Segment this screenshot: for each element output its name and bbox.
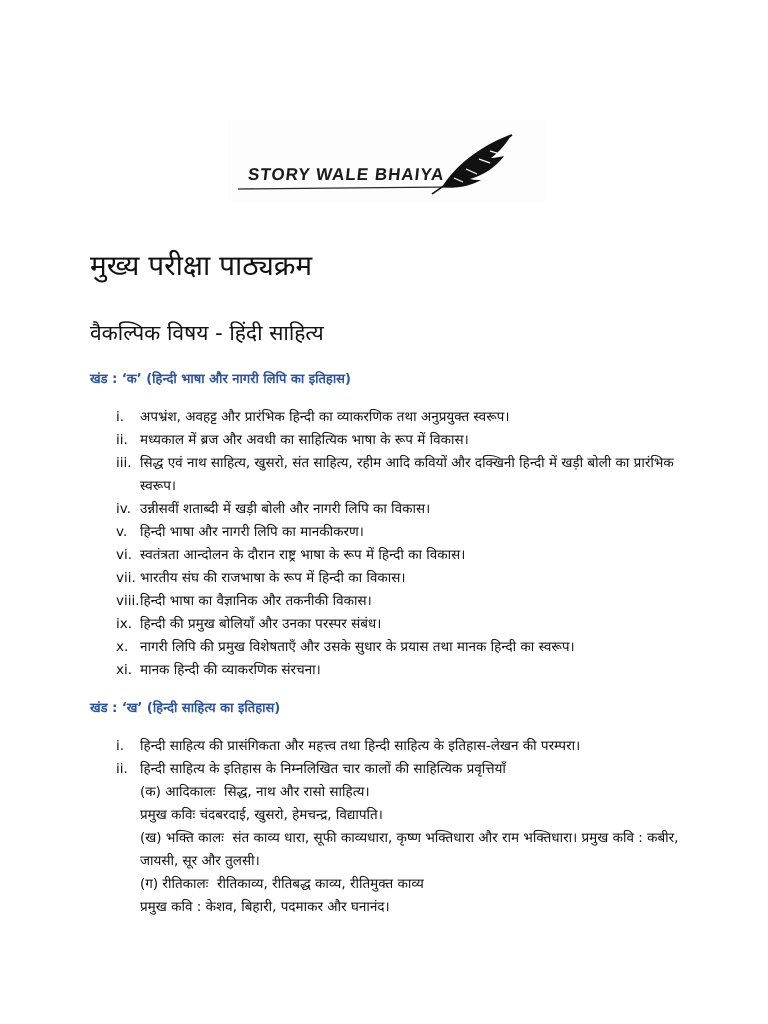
list-item: [116, 735, 682, 758]
page-subtitle: वैकल्पिक विषय - हिंदी साहित्य: [90, 321, 324, 345]
poets-ritikal: प्रमुख कवि : केशव, बिहारी, पदमाकर और घनानंद।: [140, 899, 390, 915]
list-number: v.: [116, 524, 128, 540]
list-number: viii.: [116, 593, 140, 609]
list-number: i.: [116, 738, 125, 754]
list-text: हिन्दी की प्रमुख बोलियाँ और उनका परस्पर संबंध।: [140, 616, 382, 632]
section-heading-ka: खंड : ‘क’ (हिन्दी भाषा और नागरी लिपि का इतिहास): [90, 372, 351, 387]
list-text: सिद्ध एवं नाथ साहित्य, खुसरो, संत साहित्य, रहीम आदि कवियों और दक्खिनी हिन्दी में खड़ी बोली का प्रारंभिक स्वरूप।: [140, 455, 674, 494]
list-number: i.: [116, 409, 125, 425]
period-adikal: (क) आदिकालः सिद्ध, नाथ और रासो साहित्य।: [140, 784, 370, 800]
list-number: vii.: [116, 570, 136, 586]
list-number: ii.: [116, 432, 128, 448]
list-item: [116, 567, 682, 590]
document-body: [90, 246, 690, 919]
list-number: iv.: [116, 501, 131, 517]
period-ritikal: (ग) रीतिकालः रीतिकाव्य, रीतिबद्ध काव्य, रीतिमुक्त काव्य: [140, 876, 424, 892]
list-number: iii.: [116, 455, 132, 471]
list-text: भारतीय संघ की राजभाषा के रूप में हिन्दी का विकास।: [140, 570, 406, 586]
brand-logo: [228, 120, 546, 202]
list-item: [116, 429, 682, 452]
list-text: अपभ्रंश, अवहट्ट और प्रारंभिक हिन्दी का व्याकरणिक तथा अनुप्रयुक्त स्वरूप।: [140, 409, 510, 425]
list-item: [116, 498, 682, 521]
list-item: [116, 636, 682, 659]
poets-adikal: प्रमुख कविः चंदबरदाई, खुसरो, हेमचन्द्र, विद्यापति।: [140, 807, 383, 823]
list-text: स्वतंत्रता आन्दोलन के दौरान राष्ट्र भाषा के रूप में हिन्दी का विकास।: [140, 547, 466, 563]
list-item: [116, 590, 682, 613]
brand-name: STORY WALE BHAIYA: [247, 165, 446, 184]
list-item: [116, 521, 682, 544]
list-number: vi.: [116, 547, 133, 563]
section-ka-list: [116, 406, 682, 682]
section-kha-list: [116, 735, 682, 919]
list-text: नागरी लिपि की प्रमुख विशेषताएँ और उसके सुधार के प्रयास तथा मानक हिन्दी का स्वरूप।: [140, 639, 575, 655]
page-title: मुख्य परीक्षा पाठ्यक्रम: [90, 249, 313, 282]
list-item: [116, 659, 682, 682]
list-item: [116, 613, 682, 636]
list-text: उन्नीसवीं शताब्दी में खड़ी बोली और नागरी लिपि का विकास।: [140, 501, 431, 517]
list-text: हिन्दी साहित्य के इतिहास के निम्नलिखित चार कालों की साहित्यिक प्रवृत्तियाँ: [140, 761, 506, 777]
list-item-content: [140, 758, 682, 919]
list-text: हिन्दी भाषा का वैज्ञानिक और तकनीकी विकास।: [140, 593, 372, 609]
list-item: [116, 758, 682, 919]
list-number: ix.: [116, 616, 133, 632]
list-text: हिन्दी साहित्य की प्रासंगिकता और महत्त्व तथा हिन्दी साहित्य के इतिहास-लेखन की परम्परा।: [140, 738, 581, 754]
list-number: x.: [116, 639, 129, 655]
list-text: मानक हिन्दी की व्याकरणिक संरचना।: [140, 662, 321, 678]
list-number: xi.: [116, 662, 133, 678]
list-text: हिन्दी भाषा और नागरी लिपि का मानकीकरण।: [140, 524, 364, 540]
section-heading-kha: खंड : ‘ख’ (हिन्दी साहित्य का इतिहास): [90, 701, 281, 716]
list-item: [116, 544, 682, 567]
feather-icon: [228, 120, 546, 202]
list-number: ii.: [116, 761, 128, 777]
period-bhakti-kal: (ख) भक्ति कालः संत काव्य धारा, सूफी काव्यधारा, कृष्ण भक्तिधारा और राम भक्तिधारा। प्रमुख कवि : कबीर, जायसी, सूर और तुलसी।: [140, 830, 683, 869]
list-item: [116, 452, 682, 498]
list-text: मध्यकाल में ब्रज और अवधी का साहित्यिक भाषा के रूप में विकास।: [140, 432, 469, 448]
list-item: [116, 406, 682, 429]
